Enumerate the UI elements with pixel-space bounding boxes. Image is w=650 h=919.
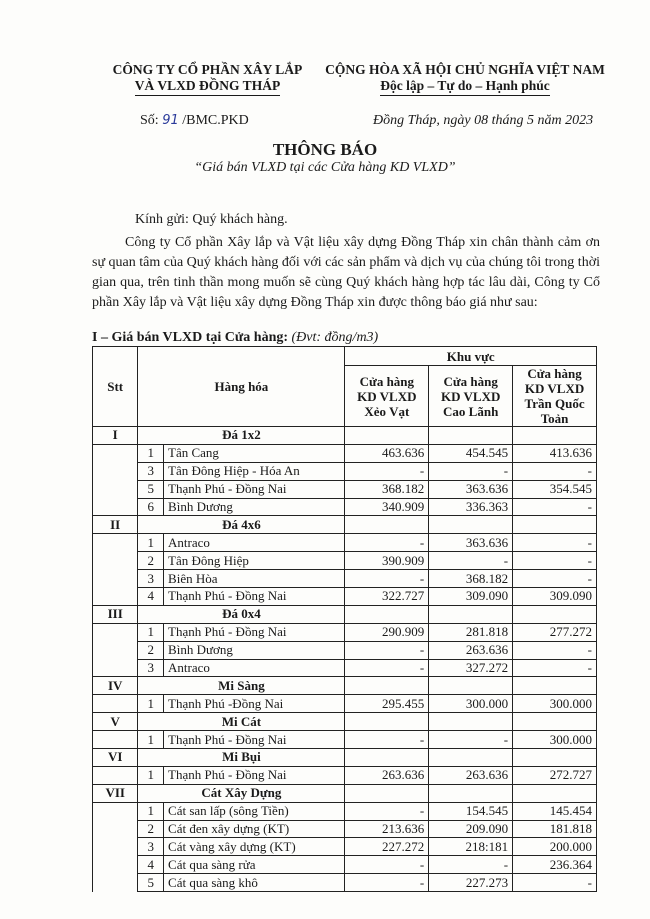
row-product-name: Tân Đông Hiệp	[164, 552, 345, 570]
section-unit: (Đvt: đồng/m3)	[291, 330, 379, 345]
group-row	[93, 516, 597, 534]
row-product-name: Bình Dương	[164, 641, 345, 659]
group-empty-cell	[429, 713, 513, 731]
table-row	[93, 766, 597, 784]
row-price: -	[513, 874, 597, 892]
row-stt-blank	[93, 802, 138, 820]
row-price: 236.364	[513, 856, 597, 874]
group-empty-cell	[345, 605, 429, 623]
row-index: 4	[138, 856, 164, 874]
row-stt-blank	[93, 552, 138, 570]
row-price: 227.273	[429, 874, 513, 892]
row-index: 1	[138, 731, 164, 749]
row-index: 5	[138, 874, 164, 892]
row-price: -	[513, 462, 597, 480]
group-name: Cát Xây Dựng	[138, 784, 345, 802]
company-name-line2: VÀ VLXD ĐỒNG THÁP	[135, 78, 280, 96]
row-stt-blank	[93, 462, 138, 480]
doc-number-prefix: Số:	[140, 113, 159, 128]
row-price: 300.000	[513, 731, 597, 749]
row-price: 336.363	[429, 498, 513, 516]
doc-number-suffix: /BMC.PKD	[182, 113, 249, 128]
row-product-name: Cát qua sàng khô	[164, 874, 345, 892]
row-price: -	[345, 874, 429, 892]
group-empty-cell	[513, 713, 597, 731]
group-empty-cell	[345, 427, 429, 445]
header-goods: Hàng hóa	[138, 347, 345, 427]
row-price: -	[345, 856, 429, 874]
group-empty-cell	[429, 784, 513, 802]
table-row	[93, 588, 597, 606]
row-price: 181.818	[513, 820, 597, 838]
table-row	[93, 462, 597, 480]
row-price: -	[513, 534, 597, 552]
row-product-name: Cát đen xây dựng (KT)	[164, 820, 345, 838]
national-header	[315, 62, 615, 96]
intro-paragraph: Công ty Cổ phần Xây lắp và Vật liệu xây dựng Đồng Tháp xin chân thành cảm ơn sự quan tâm của Quý khách hàng đối với các sản phẩm và dịch vụ của chúng tôi trong thời gian qua, trên tinh thần mong muốn sẽ cùng Quý khách hàng hợp tác lâu dài, Công ty Cổ phần Xây lắp và Vật liệu xây dựng Đồng Tháp xin được thông báo giá như sau:	[92, 235, 600, 310]
row-product-name: Thạnh Phú - Đồng Nai	[164, 588, 345, 606]
table-row	[93, 534, 597, 552]
header-region: Khu vực	[345, 347, 597, 366]
row-product-name: Cát vàng xây dựng (KT)	[164, 838, 345, 856]
row-index: 1	[138, 766, 164, 784]
row-product-name: Bình Dương	[164, 498, 345, 516]
header-store-tran-quoc-toan: Cửa hàng KD VLXD Trần Quốc Toản	[513, 366, 597, 427]
group-empty-cell	[513, 427, 597, 445]
header-stt: Stt	[93, 347, 138, 427]
row-index: 1	[138, 695, 164, 713]
row-index: 2	[138, 820, 164, 838]
document-number	[140, 113, 249, 129]
row-price: -	[513, 570, 597, 588]
row-price: 368.182	[429, 570, 513, 588]
group-name: Mi Cát	[138, 713, 345, 731]
row-price: 363.636	[429, 534, 513, 552]
row-stt-blank	[93, 874, 138, 892]
group-empty-cell	[429, 516, 513, 534]
group-empty-cell	[513, 605, 597, 623]
table-row	[93, 480, 597, 498]
row-stt-blank	[93, 623, 138, 641]
group-roman: II	[93, 516, 138, 534]
table-row	[93, 659, 597, 677]
row-index: 4	[138, 588, 164, 606]
group-empty-cell	[345, 749, 429, 767]
row-stt-blank	[93, 570, 138, 588]
row-product-name: Antraco	[164, 659, 345, 677]
group-empty-cell	[429, 677, 513, 695]
row-price: 277.272	[513, 623, 597, 641]
row-product-name: Tân Đông Hiệp - Hóa An	[164, 462, 345, 480]
row-price: 322.727	[345, 588, 429, 606]
national-motto: Độc lập – Tự do – Hạnh phúc	[380, 78, 550, 96]
group-empty-cell	[513, 784, 597, 802]
document-subtitle: “Giá bán VLXD tại các Cửa hàng KD VLXD”	[194, 160, 456, 175]
row-product-name: Thạnh Phú - Đồng Nai	[164, 731, 345, 749]
row-stt-blank	[93, 480, 138, 498]
group-empty-cell	[429, 749, 513, 767]
group-roman: V	[93, 713, 138, 731]
table-row	[93, 731, 597, 749]
greeting: Kính gửi: Quý khách hàng.	[135, 212, 288, 227]
row-stt-blank	[93, 498, 138, 516]
group-empty-cell	[429, 605, 513, 623]
row-index: 6	[138, 498, 164, 516]
row-price: -	[345, 641, 429, 659]
row-price: -	[513, 641, 597, 659]
row-price: -	[513, 659, 597, 677]
row-price: -	[345, 534, 429, 552]
row-price: -	[429, 462, 513, 480]
doc-number-handwritten: 91	[162, 113, 179, 128]
row-price: 327.272	[429, 659, 513, 677]
row-product-name: Thạnh Phú - Đồng Nai	[164, 623, 345, 641]
group-empty-cell	[345, 677, 429, 695]
row-price: -	[345, 802, 429, 820]
section-title: I – Giá bán VLXD tại Cửa hàng:	[92, 330, 289, 345]
row-price: 463.636	[345, 444, 429, 462]
company-header	[100, 62, 315, 96]
group-empty-cell	[513, 749, 597, 767]
row-price: 290.909	[345, 623, 429, 641]
row-product-name: Biên Hòa	[164, 570, 345, 588]
group-roman: IV	[93, 677, 138, 695]
row-price: 145.454	[513, 802, 597, 820]
row-index: 2	[138, 641, 164, 659]
row-index: 3	[138, 659, 164, 677]
row-price: 213.636	[345, 820, 429, 838]
table-row	[93, 570, 597, 588]
group-roman: VI	[93, 749, 138, 767]
table-row	[93, 820, 597, 838]
row-product-name: Cát san lấp (sông Tiền)	[164, 802, 345, 820]
group-row	[93, 784, 597, 802]
row-price: 300.000	[429, 695, 513, 713]
company-name-line1: CÔNG TY CỔ PHẦN XÂY LẮP	[112, 62, 303, 77]
row-product-name: Thạnh Phú -Đồng Nai	[164, 695, 345, 713]
row-price: -	[513, 498, 597, 516]
row-price: 200.000	[513, 838, 597, 856]
row-stt-blank	[93, 444, 138, 462]
row-price: 390.909	[345, 552, 429, 570]
group-empty-cell	[345, 516, 429, 534]
row-stt-blank	[93, 534, 138, 552]
document-title: THÔNG BÁO	[272, 140, 378, 159]
row-index: 1	[138, 534, 164, 552]
group-empty-cell	[345, 713, 429, 731]
row-stt-blank	[93, 856, 138, 874]
row-index: 3	[138, 838, 164, 856]
row-price: 209.090	[429, 820, 513, 838]
row-index: 3	[138, 570, 164, 588]
row-price: 363.636	[429, 480, 513, 498]
row-price: 263.636	[429, 641, 513, 659]
row-stt-blank	[93, 838, 138, 856]
table-row	[93, 695, 597, 713]
row-stt-blank	[93, 766, 138, 784]
row-stt-blank	[93, 695, 138, 713]
group-empty-cell	[429, 427, 513, 445]
row-price: 454.545	[429, 444, 513, 462]
row-product-name: Antraco	[164, 534, 345, 552]
group-name: Đá 4x6	[138, 516, 345, 534]
row-index: 1	[138, 444, 164, 462]
row-price: -	[345, 659, 429, 677]
header-store-cao-lanh: Cửa hàng KD VLXD Cao Lãnh	[429, 366, 513, 427]
row-price: 354.545	[513, 480, 597, 498]
row-price: -	[513, 552, 597, 570]
row-index: 3	[138, 462, 164, 480]
table-row	[93, 802, 597, 820]
table-row	[93, 641, 597, 659]
group-row	[93, 677, 597, 695]
row-price: 272.727	[513, 766, 597, 784]
group-row	[93, 605, 597, 623]
table-row	[93, 623, 597, 641]
row-price: 309.090	[513, 588, 597, 606]
row-price: 413.636	[513, 444, 597, 462]
group-empty-cell	[513, 516, 597, 534]
row-price: 227.272	[345, 838, 429, 856]
group-row	[93, 713, 597, 731]
row-index: 1	[138, 802, 164, 820]
national-title: CỘNG HÒA XÃ HỘI CHỦ NGHĨA VIỆT NAM	[325, 62, 605, 77]
group-row	[93, 749, 597, 767]
header-store-xeo-vat: Cửa hàng KD VLXD Xẻo Vạt	[345, 366, 429, 427]
group-roman: I	[93, 427, 138, 445]
table-row	[93, 552, 597, 570]
row-price: 340.909	[345, 498, 429, 516]
row-price: -	[345, 570, 429, 588]
row-price: 300.000	[513, 695, 597, 713]
group-name: Mi Bụi	[138, 749, 345, 767]
group-roman: III	[93, 605, 138, 623]
table-row	[93, 444, 597, 462]
table-row	[93, 838, 597, 856]
group-empty-cell	[345, 784, 429, 802]
group-name: Đá 0x4	[138, 605, 345, 623]
row-price: 368.182	[345, 480, 429, 498]
row-index: 2	[138, 552, 164, 570]
row-stt-blank	[93, 820, 138, 838]
table-row	[93, 498, 597, 516]
group-empty-cell	[513, 677, 597, 695]
row-stt-blank	[93, 731, 138, 749]
place-date: Đồng Tháp, ngày 08 tháng 5 năm 2023	[373, 113, 594, 128]
group-name: Đá 1x2	[138, 427, 345, 445]
table-row	[93, 856, 597, 874]
row-price: -	[345, 462, 429, 480]
row-price: -	[429, 552, 513, 570]
row-stt-blank	[93, 641, 138, 659]
table-row	[93, 874, 597, 892]
section-heading	[92, 330, 378, 346]
row-product-name: Cát qua sàng rửa	[164, 856, 345, 874]
group-row	[93, 427, 597, 445]
row-product-name: Thạnh Phú - Đồng Nai	[164, 480, 345, 498]
row-price: -	[429, 856, 513, 874]
row-price: 309.090	[429, 588, 513, 606]
row-price: 295.455	[345, 695, 429, 713]
row-product-name: Thạnh Phú - Đồng Nai	[164, 766, 345, 784]
price-table	[92, 346, 597, 892]
row-index: 5	[138, 480, 164, 498]
group-roman: VII	[93, 784, 138, 802]
row-price: 281.818	[429, 623, 513, 641]
row-stt-blank	[93, 659, 138, 677]
group-name: Mi Sàng	[138, 677, 345, 695]
row-product-name: Tân Cang	[164, 444, 345, 462]
row-price: -	[429, 731, 513, 749]
row-stt-blank	[93, 588, 138, 606]
row-price: 218:181	[429, 838, 513, 856]
row-price: -	[345, 731, 429, 749]
row-price: 263.636	[345, 766, 429, 784]
row-index: 1	[138, 623, 164, 641]
row-price: 263.636	[429, 766, 513, 784]
row-price: 154.545	[429, 802, 513, 820]
price-table-body	[93, 427, 597, 892]
